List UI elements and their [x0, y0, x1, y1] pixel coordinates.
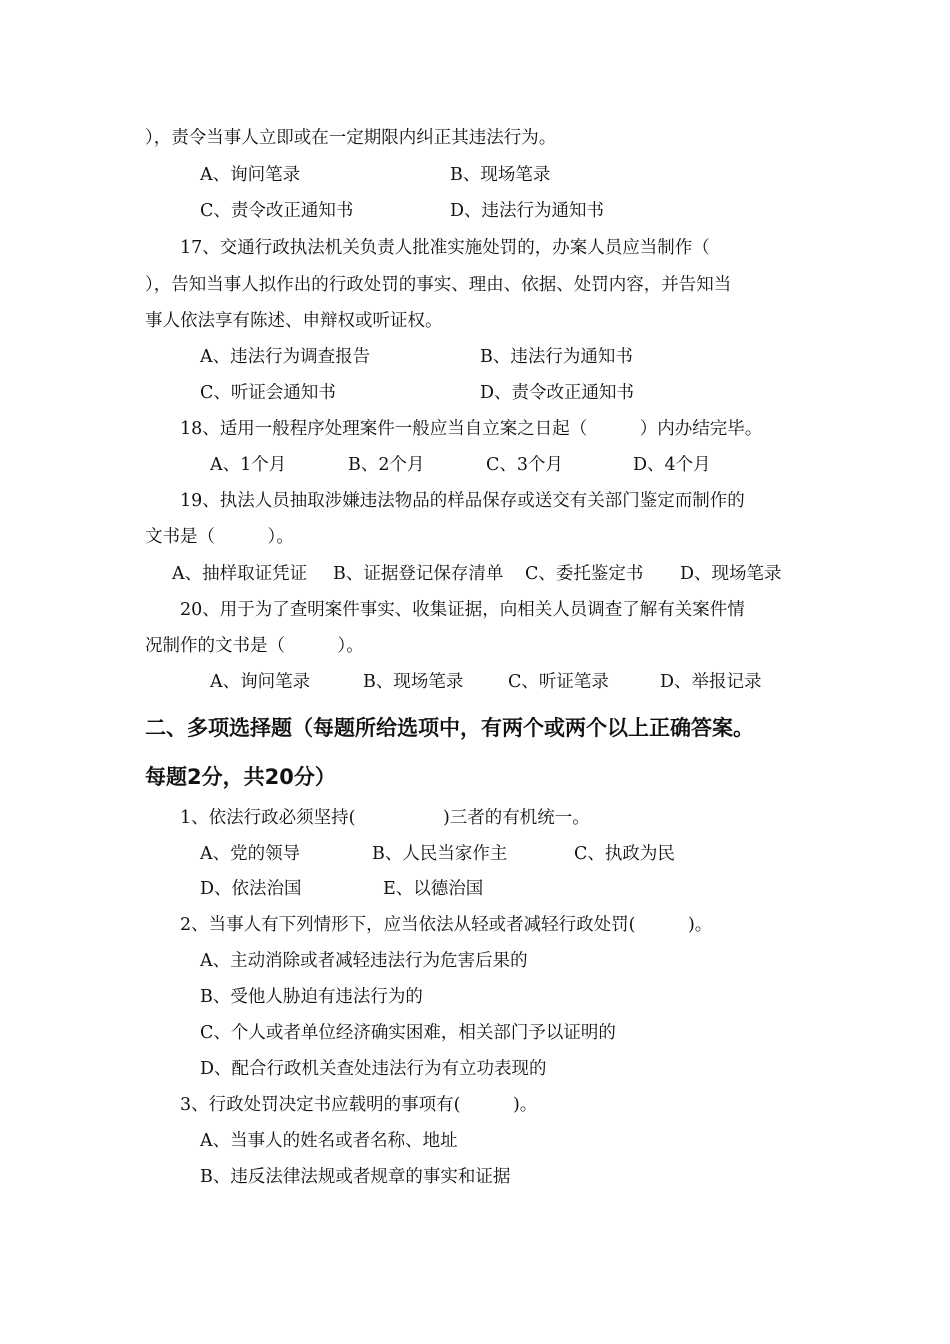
q16-stem-tail: ），责令当事人立即或在一定期限内纠正其违法行为。 [145, 128, 557, 148]
m2-option-d: D、配合行政机关查处违法行为有立功表现的 [200, 1059, 547, 1079]
q20-option-d: D、举报记录 [660, 672, 762, 692]
section-heading-line1: 二、多项选择题（每题所给选项中，有两个或两个以上正确答案。 [145, 716, 754, 740]
q17-option-b: B、违法行为通知书 [480, 347, 633, 367]
m3-option-b: B、违反法律法规或者规章的事实和证据 [200, 1167, 511, 1187]
q17-stem-line2: ），告知当事人拟作出的行政处罚的事实、理由、依据、处罚内容，并告知当 [145, 275, 732, 295]
q17-option-a: A、违法行为调查报告 [200, 347, 371, 367]
q16-option-d: D、违法行为通知书 [450, 201, 605, 221]
m1-stem: 1、依法行政必须坚持( )三者的有机统一。 [180, 808, 590, 828]
m2-option-b: B、受他人胁迫有违法行为的 [200, 987, 423, 1007]
q20-option-a: A、询问笔录 [210, 672, 311, 692]
q20-stem-line2: 况制作的文书是（ ）。 [145, 636, 364, 656]
m3-option-a: A、当事人的姓名或者名称、地址 [200, 1131, 458, 1151]
q19-option-c: C、委托鉴定书 [525, 564, 644, 584]
q17-stem-line1: 17、交通行政执法机关负责人批准实施处罚的，办案人员应当制作（ [180, 238, 710, 258]
m3-stem: 3、行政处罚决定书应载明的事项有( )。 [180, 1095, 538, 1115]
q18-stem: 18、适用一般程序处理案件一般应当自立案之日起（ ）内办结完毕。 [180, 419, 763, 439]
m2-stem: 2、当事人有下列情形下，应当依法从轻或者减轻行政处罚( )。 [180, 915, 713, 935]
q20-option-c: C、听证笔录 [508, 672, 609, 692]
section-heading-line2: 每题2分，共20分） [145, 765, 336, 789]
q17-stem-line3: 事人依法享有陈述、申辩权或听证权。 [145, 311, 443, 331]
q17-option-c: C、听证会通知书 [200, 383, 336, 403]
m2-option-a: A、主动消除或者减轻违法行为危害后果的 [200, 951, 528, 971]
q18-option-d: D、4个月 [633, 455, 711, 475]
q16-option-b: B、现场笔录 [450, 165, 551, 185]
q20-option-b: B、现场笔录 [363, 672, 464, 692]
m1-option-c: C、执政为民 [574, 844, 675, 864]
q18-option-c: C、3个月 [486, 455, 564, 475]
m2-option-c: C、个人或者单位经济确实困难，相关部门予以证明的 [200, 1023, 616, 1043]
q19-stem-line1: 19、执法人员抽取涉嫌违法物品的样品保存或送交有关部门鉴定而制作的 [180, 491, 745, 511]
q16-option-c: C、责令改正通知书 [200, 201, 354, 221]
m1-option-d: D、依法治国 [200, 879, 302, 899]
q18-option-b: B、2个月 [348, 455, 425, 475]
m1-option-e: E、以德治国 [383, 879, 484, 899]
q20-stem-line1: 20、用于为了查明案件事实、收集证据，向相关人员调查了解有关案件情 [180, 600, 745, 620]
q19-option-b: B、证据登记保存清单 [333, 564, 504, 584]
q19-option-d: D、现场笔录 [680, 564, 782, 584]
q18-option-a: A、1个月 [210, 455, 287, 475]
m1-option-a: A、党的领导 [200, 844, 301, 864]
m1-option-b: B、人民当家作主 [372, 844, 508, 864]
q19-option-a: A、抽样取证凭证 [172, 564, 308, 584]
q19-stem-line2: 文书是（ ）。 [145, 527, 294, 547]
q17-option-d: D、责令改正通知书 [480, 383, 635, 403]
q16-option-a: A、询问笔录 [200, 165, 301, 185]
